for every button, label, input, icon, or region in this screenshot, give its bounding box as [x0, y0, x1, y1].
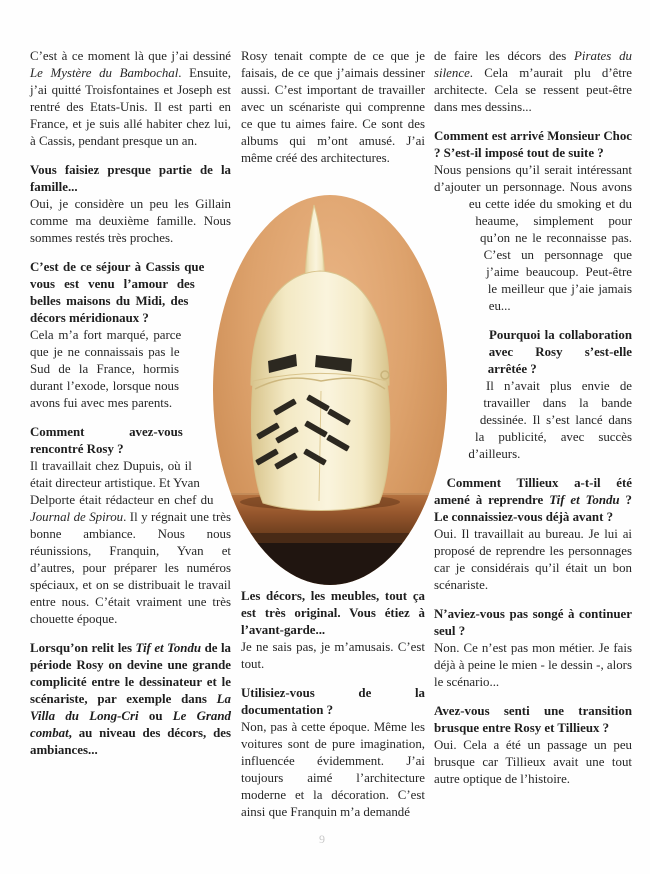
column-left [30, 48, 231, 759]
page-number: 9 [319, 832, 325, 846]
question-paragraph [434, 327, 632, 378]
text-segment: Comment Tillieux a-t-il été amené à reprendre [434, 476, 632, 507]
question-paragraph [434, 475, 632, 526]
text-segment: Il travaillait chez Dupuis, où il était directeur artistique. Et Yvan Delporte était rédacteur en chef du [30, 459, 214, 507]
answer-paragraph [434, 526, 632, 594]
text-segment: Journal de Spirou [30, 510, 124, 524]
column-right [434, 48, 632, 788]
answer-paragraph [241, 48, 425, 167]
question-paragraph [434, 703, 632, 737]
question-paragraph [241, 588, 425, 639]
text-segment: Oui, je considère un peu les Gillain comme ma deuxième famille. Nous sommes restés très proches. [30, 197, 231, 245]
text-segment: Non. Ce n’est pas mon métier. Je fais déjà à peine le mien - le dessin -, alors le scénario... [434, 641, 632, 689]
text-segment: Je ne sais pas, je m’amusais. C’est tout. [241, 640, 425, 671]
text-segment: Pirates du silence [434, 49, 632, 80]
text-segment: Cela m’a fort marqué, parce que je ne connaissais pas le Sud de la France, hormis durant l’exode, lorsque nous avons fui avec mes parents. [30, 328, 182, 410]
text-segment: ou [138, 709, 173, 723]
question-paragraph [30, 162, 231, 196]
helmet-illustration [213, 195, 447, 585]
text-segment: . Cela m’aurait plu d’être architecte. Cela se ressent peut-être dans mes dessins... [434, 66, 632, 114]
question-paragraph [30, 640, 231, 759]
text-segment: Comment est arrivé Monsieur Choc ? S’est-il imposé tout de suite ? [434, 129, 632, 160]
question-paragraph [241, 685, 425, 719]
text-segment: Oui. Il travaillait au bureau. Je lui ai proposé de reprendre les personnages car je considérais qu’il était un bon scénariste. [434, 527, 632, 592]
text-segment: Oui. Cela a été un passage un peu brusque car Tillieux avait une tout autre optique de l’histoire. [434, 738, 632, 786]
answer-paragraph [241, 639, 425, 673]
text-segment: Nous avons eu cette idée du smoking et du heaume, simplement pour qu’on ne le reconnaisse pas. C’est un personnage que j’aime beaucoup. Peut-être le meilleur que j’aie jamais eu... [468, 180, 633, 313]
text-segment: Le Mystère du Bambochal [30, 66, 179, 80]
answer-paragraph [241, 719, 425, 821]
text-segment: . Ensuite, j’ai quitté Troisfontaines et Joseph est rentré des Etats-Unis. Il est parti en France, et je suis allé habiter chez lui, à Cassis, pendant presque un an. [30, 66, 231, 148]
answer-paragraph [30, 196, 231, 247]
text-segment: Rosy tenait compte de ce que je faisais, de ce que j’aimais dessiner aussi. C’est important de travailler avec un scénariste qui comprenne ce que tu aimes faire. Ce sont des albums qui m’ont amusé. J’ai même créé des architectures. [241, 49, 425, 165]
text-segment: de la période Rosy on devine une grande complicité entre le dessinateur et le scénariste, par exemple dans [30, 641, 231, 706]
text-segment: Avez-vous senti une transition brusque entre Rosy et Tillieux ? [434, 704, 632, 735]
text-segment: Le Grand combat [30, 709, 231, 740]
text-segment: Les décors, les meubles, tout ça est très original. Vous étiez à l’avant-garde... [241, 589, 425, 637]
text-segment: C’est de ce séjour à Cassis que vous est venu l’amour des belles maisons du Midi, des décors méridionaux ? [30, 260, 205, 325]
text-segment: Utilisiez-vous de la documentation ? [241, 686, 425, 717]
text-segment: de faire les décors des [434, 49, 575, 63]
question-paragraph [434, 606, 632, 640]
answer-paragraph [434, 378, 632, 463]
answer-paragraph [30, 458, 231, 628]
text-segment: Tif et Tondu [549, 493, 620, 507]
text-segment: Tif et Tondu [135, 641, 202, 655]
question-paragraph [30, 424, 231, 458]
text-segment: . Il y régnait une très bonne ambiance. Nous nous réunissions, Franquin, Yvan et d’autres, pour préparer les numéros spéciaux, et on se distribuait le travail entre nous. C’était vraiment une très chouette époque. [30, 510, 231, 626]
text-segment: Pourquoi la collaboration avec Rosy s’est-elle arrêtée ? [487, 328, 632, 376]
text-segment: Non, pas à cette époque. Même les voitures sont de pure imagination, influencée évidemment. J’ai toujours aimé l’architecture moderne et la décoration. C’est ainsi que Franquin m’a demandé [241, 720, 425, 819]
answer-paragraph [30, 327, 231, 412]
answer-paragraph [434, 162, 632, 315]
text-segment: Il n’avait plus envie de travailler dans la bande dessinée. Il s’est lancé dans la publicité, avec succès d’ailleurs. [468, 379, 632, 461]
text-segment: , au niveau des décors, des ambiances... [30, 726, 231, 757]
question-paragraph [434, 128, 632, 162]
text-segment: ? Le connaissiez-vous déjà avant ? [434, 493, 633, 524]
text-segment: La Villa du Long-Cri [30, 692, 231, 723]
monsieur-choc-helmet-photo [213, 195, 447, 585]
text-segment: N’aviez-vous pas songé à continuer seul ? [434, 607, 632, 638]
question-paragraph [30, 259, 231, 327]
text-segment: Comment avez-vous rencontré Rosy ? [30, 425, 183, 456]
text-segment: C’est à ce moment là que j’ai dessiné [30, 49, 231, 63]
text-segment: Vous faisiez presque partie de la famille... [30, 163, 231, 194]
answer-paragraph [434, 640, 632, 691]
text-segment: Lorsqu’on relit les [30, 641, 136, 655]
answer-paragraph [30, 48, 231, 150]
answer-paragraph [434, 48, 632, 116]
answer-paragraph [434, 737, 632, 788]
helmet [251, 205, 390, 511]
text-segment: Nous pensions qu’il serait intéressant d’ajouter un personnage. [434, 163, 632, 194]
